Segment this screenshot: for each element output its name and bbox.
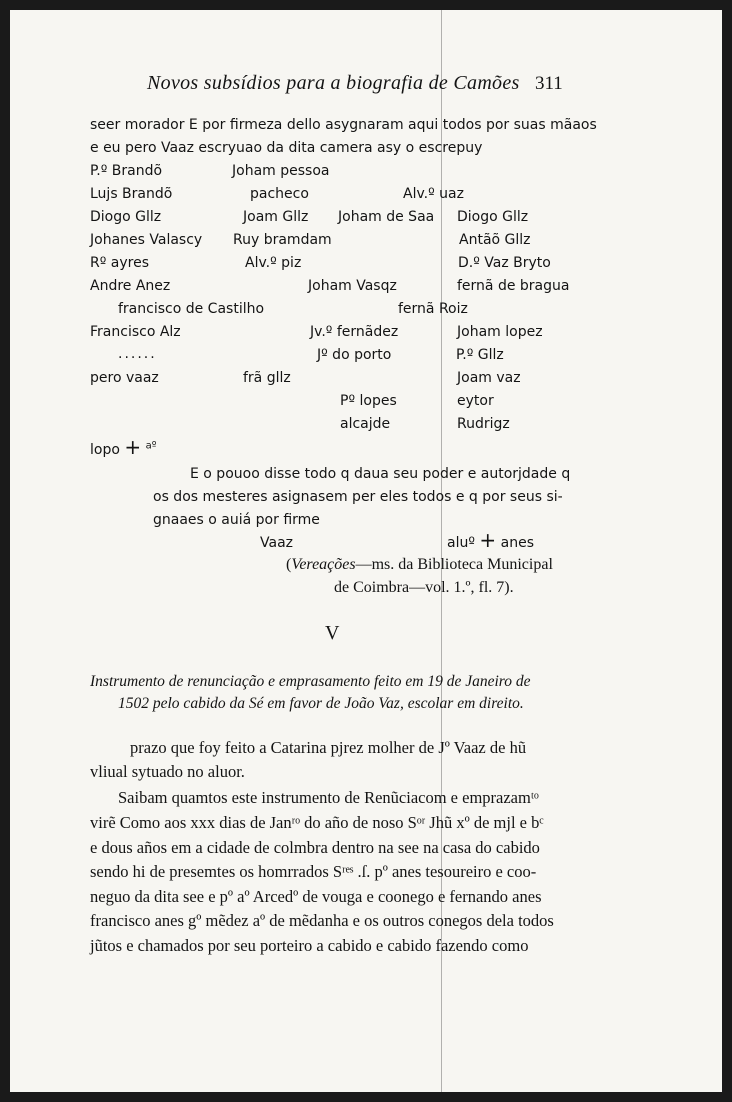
body-line: e dous años em a cidade de colmbra dentro na see na casa do cabido [90,838,540,857]
signatory: pacheco [250,186,309,202]
citation-source: Vereações [291,556,356,573]
signatory: P.º Gllz [456,347,504,363]
signature-cross-mark: + [479,528,497,552]
signatory: fernã Roiz [398,301,468,317]
citation-line-2: de Coimbra—vol. 1.º, fl. 7). [334,579,514,596]
signature-name-a: aluº [447,535,475,551]
signatory: Jº do porto [317,347,392,363]
body-line: prazo que foy feito a Catarina pjrez molher de Jº Vaaz de hũ [130,738,527,757]
signatory: ...... [118,346,157,362]
body-line: sendo hi de presemtes os homrrados Sʳᵉˢ .ſ. pº anes tesoureiro e coo- [90,862,537,881]
body-line: vliual sytuado no aluor. [90,762,245,781]
signatory: Johanes Valascy [90,232,203,248]
lopo-name: lopo [90,442,120,458]
opening-line-1: seer morador E por firmeza dello asygnaram aqui todos por suas mãaos [90,117,597,133]
closing-line-3: gnaaes o auiá por firme [153,512,320,528]
signatory: Joam Gllz [243,209,309,225]
signatory: Antãõ Gllz [459,232,531,248]
citation-rest: —ms. da Biblioteca Municipal [355,556,553,573]
signatory: frã gllz [243,370,291,386]
lopo-suffix: aº [145,440,157,452]
signatory: pero vaaz [90,370,159,386]
signatory: Joam vaz [457,370,521,386]
book-page [10,10,722,1092]
signatory: Andre Anez [90,278,171,294]
signatory: fernã de bragua [457,278,570,294]
section-heading-1: Instrumento de renunciação e emprasamento feito em 19 de Janeiro de [90,673,531,690]
signature-cross-mark: + [124,435,142,459]
signature-name-b: anes [500,535,534,551]
signatory: Francisco Alz [90,324,181,340]
signatory: Joham de Saa [338,209,435,225]
running-title: Novos subsídios para a biografia de Camões [147,72,520,94]
signatory: Diogo Gllz [457,209,529,225]
signatory: eytor [457,393,494,409]
closing-line-2: os dos mesteres asignasem per eles todos e q por seus si- [153,489,563,505]
signatory: D.º Vaz Bryto [458,255,551,271]
lopo-signature [90,435,157,459]
body-line: jũtos e chamados por seu porteiro a cabido e cabido fazendo como [90,936,529,955]
closing-signature-right [447,528,534,552]
page-number: 311 [535,73,563,94]
body-line: francisco anes gº mẽdez aº de mẽdanha e os outros conegos dela todos [90,911,554,930]
signatory: Pº lopes [340,393,397,409]
signatory: Joham pessoa [232,163,330,179]
body-line: virẽ Como aos xxx dias de Janʳᵒ do año de noso Sᵒʳ Jhũ xº de mjl e bᶜ [90,813,544,832]
signatory: Joham lopez [457,324,543,340]
signatory: Alv.º piz [245,255,302,271]
closing-signature-left: Vaaz [260,535,293,551]
signatory: Jv.º fernãdez [310,324,399,340]
signatory: Lujs Brandõ [90,186,173,202]
signatory: Alv.º uaz [403,186,464,202]
body-line: Saibam quamtos este instrumento de Renũciacom e emprazamᵗᵒ [118,788,539,807]
signatory: Joham Vasqz [308,278,397,294]
signatory: Diogo Gllz [90,209,162,225]
signatory: Rº ayres [90,255,149,271]
signatory: alcajde [340,416,391,432]
citation-line-1: (Vereações—ms. da Biblioteca Municipal [286,556,553,573]
signatory: Rudrigz [457,416,510,432]
section-numeral: V [325,622,340,644]
opening-line-2: e eu pero Vaaz escryuao da dita camera asy o escrepuy [90,140,483,156]
body-line: neguo da dita see e pº aº Arcedº de vouga e coonego e fernando anes [90,887,542,906]
closing-line-1: E o pouoo disse todo q daua seu poder e autorjdade q [190,466,571,482]
section-heading-2: 1502 pelo cabido da Sé em favor de João Vaz, escolar em direito. [118,695,524,712]
signatory: francisco de Castilho [118,301,265,317]
signatory: Ruy bramdam [233,232,332,248]
signatory: P.º Brandõ [90,163,163,179]
